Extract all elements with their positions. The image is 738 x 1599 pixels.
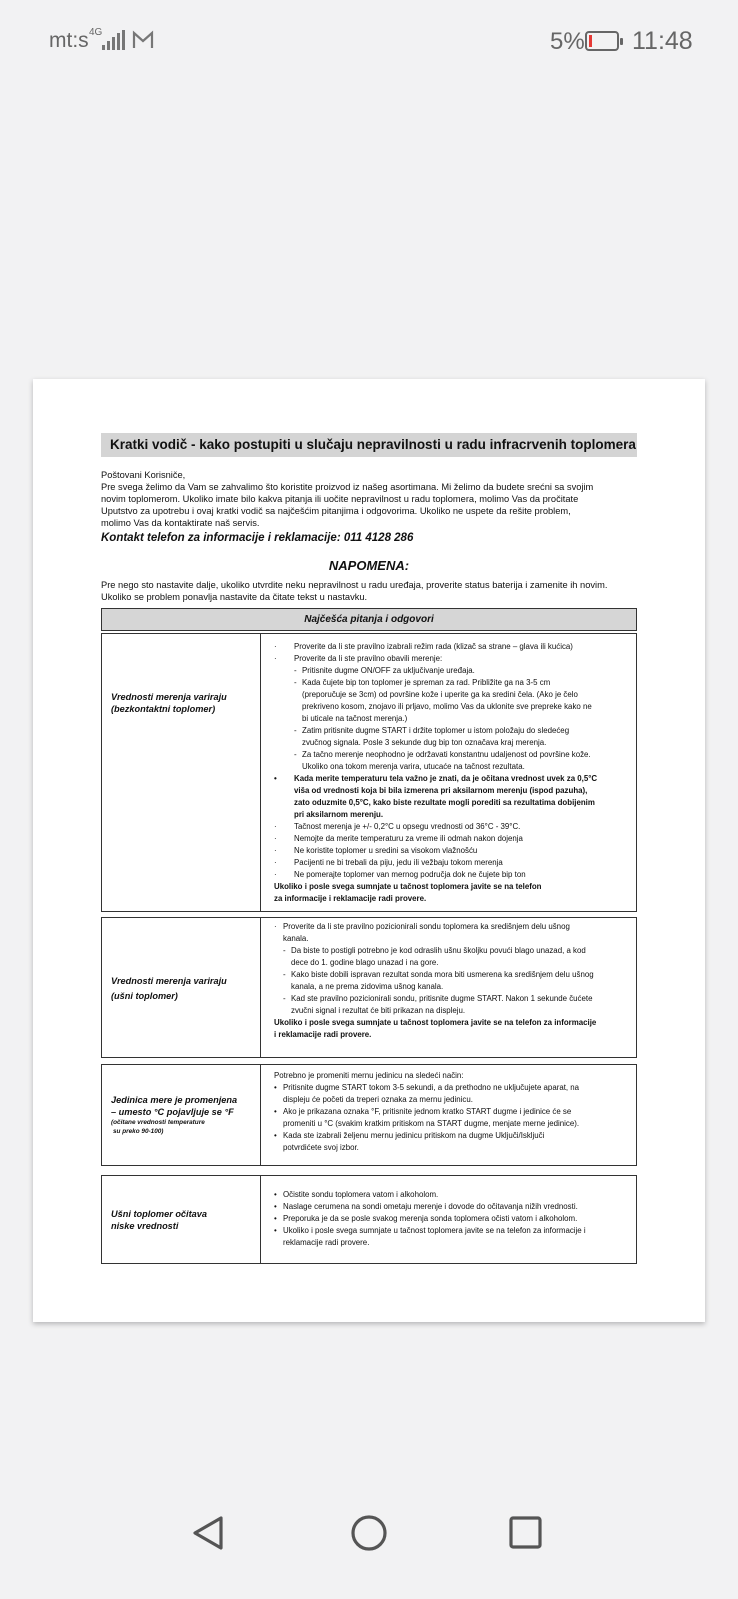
answer-text: Ukoliko ona tokom merenja varira, utucaće na tačnost rezultata. (302, 762, 525, 771)
answer-line (274, 957, 634, 969)
answer-text: prekriveno kosom, znojavo ili prljavo, molimo Vas da uklonite sve prepreke kako ne (302, 702, 592, 711)
answer-text: Za tačno merenje neophodno je održavati konstantnu udaljenost od površine kože. (302, 750, 591, 759)
faq-question (111, 691, 256, 715)
answer-text: Proverite da li ste pravilno pozicionirali sondu toplomera ka središnjem delu ušnog (283, 922, 570, 931)
answer-line (274, 1213, 634, 1225)
note-line: Pre nego sto nastavite dalje, ukoliko utvrdite neku nepravilnost u radu uređaja, proverite status baterija i zamenite ih novim. (101, 580, 608, 590)
bullet-marker: • (274, 1083, 277, 1092)
intro-line: Uputstvo za upotrebu i ovaj kratki vodič sa najčešćim pitanjima i odgovorima. Ukoliko ne uspete da rešite problem, (101, 506, 571, 516)
faq-question (111, 974, 256, 1004)
answer-line (274, 761, 634, 773)
bullet-marker: - (294, 726, 297, 735)
answer-line (274, 689, 634, 701)
faq-answer (274, 641, 634, 905)
answer-line (274, 1130, 634, 1142)
bullet-marker: - (283, 946, 286, 955)
answer-line (274, 1106, 634, 1118)
faq-header: Najčešća pitanja i odgovori (101, 608, 637, 631)
answer-text: zvučnog signala. Posle 3 sekunde dug bip ton označava kraj merenja. (302, 738, 547, 747)
answer-line (274, 833, 634, 845)
answer-text: Kada ste izabrali željenu mernu jedinicu pritiskom na dugme Uključi/Isključi (283, 1131, 545, 1140)
answer-line (274, 1029, 634, 1041)
recents-icon[interactable] (496, 1506, 556, 1566)
bullet-marker: · (274, 822, 277, 831)
faq-question (111, 1094, 256, 1136)
answer-text: Pacijenti ne bi trebali da piju, jedu ili vežbaju tokom merenja (294, 858, 503, 867)
answer-line (274, 653, 634, 665)
bullet-marker: • (274, 1131, 277, 1140)
home-icon[interactable] (339, 1506, 399, 1566)
bullet-marker: - (294, 750, 297, 759)
answer-text: Ukoliko i posle svega sumnjate u tačnost toplomera javite se na telefon za informacije (274, 1018, 597, 1027)
answer-text: Pritisnite dugme ON/OFF za uključivanje uređaja. (302, 666, 475, 675)
question-note: su preko 90-100) (113, 1128, 164, 1135)
answer-line (274, 1082, 634, 1094)
bullet-marker: • (274, 1202, 277, 1211)
answer-line (274, 713, 634, 725)
faq-row-low-values (101, 1175, 637, 1264)
bullet-marker: · (274, 870, 277, 879)
battery-icon (585, 31, 619, 51)
answer-line (274, 921, 634, 933)
question-line: niske vrednosti (111, 1221, 179, 1231)
answer-text: (preporučuje se 3cm) od površine kože i uperite ga ka sredini čela. (Ako je čelo (302, 690, 578, 699)
answer-line (274, 725, 634, 737)
answer-line (274, 981, 634, 993)
faq-answer (274, 1189, 634, 1249)
answer-line (274, 737, 634, 749)
answer-line (274, 845, 634, 857)
answer-text: Ne pomerajte toplomer van mernog područja dok ne čujete bip ton (294, 870, 526, 879)
answer-line (274, 1189, 634, 1201)
answer-line (274, 881, 634, 893)
bullet-marker: • (274, 774, 277, 783)
document-page[interactable] (33, 379, 705, 1322)
answer-line (274, 641, 634, 653)
answer-line (274, 1225, 634, 1237)
answer-line (274, 969, 634, 981)
carrier-name: mt:s (49, 29, 89, 52)
answer-line (274, 773, 634, 785)
answer-line (274, 1237, 634, 1249)
answer-text: Nemojte da merite temperaturu za vreme ili odmah nakon dojenja (294, 834, 523, 843)
intro-line: novim toplomerom. Ukoliko imate bilo kakva pitanja ili uočite nepravilnost u radu toplomera, molimo Vas da pročitate (101, 494, 579, 504)
answer-line (274, 677, 634, 689)
answer-text: potvrdićete svoj izbor. (283, 1143, 359, 1152)
answer-text: Da biste to postigli potrebno je kod odraslih ušnu školjku povući blago unazad, a kod (291, 946, 586, 955)
answer-text: za informacije i reklamacije radi provere. (274, 894, 427, 903)
question-line: Ušni toplomer očitava (111, 1209, 207, 1219)
answer-text: reklamacije radi provere. (283, 1238, 370, 1247)
bullet-marker: • (274, 1214, 277, 1223)
question-line: Jedinica mere je promenjena (111, 1095, 238, 1105)
bullet-marker: · (274, 654, 277, 663)
answer-text: Zatim pritisnite dugme START i držite toplomer u istom položaju do sledećeg (302, 726, 570, 735)
status-bar (0, 0, 738, 84)
answer-text: Potrebno je promeniti mernu jedinicu na sledeći način: (274, 1071, 464, 1080)
answer-text: Proverite da li ste pravilno obavili merenje: (294, 654, 443, 663)
answer-line (274, 993, 634, 1005)
answer-text: Ukoliko i posle svega sumnjate u tačnost toplomera javite se na telefon (274, 882, 542, 891)
faq-row-contactless (101, 633, 637, 912)
answer-line (274, 749, 634, 761)
answer-text: kanala. (283, 934, 309, 943)
bullet-marker: - (294, 678, 297, 687)
answer-line (274, 869, 634, 881)
bullet-marker: - (283, 994, 286, 1003)
faq-row-unit (101, 1064, 637, 1166)
answer-line (274, 821, 634, 833)
answer-line (274, 809, 634, 821)
bullet-marker: · (274, 922, 277, 931)
note-title: NAPOMENA: (328, 558, 410, 573)
answer-text: Kada čujete bip ton toplomer je spreman za rad. Približite ga na 3-5 cm (302, 678, 551, 687)
answer-text: Naslage cerumena na sondi ometaju merenje i dovode do očitavanja nižih vrednosti. (283, 1202, 578, 1211)
answer-line (274, 1017, 634, 1029)
answer-line (274, 1005, 634, 1017)
question-note: (očitane vrednosti temperature (111, 1119, 205, 1126)
answer-text: Pritisnite dugme START tokom 3-5 sekundi, a da prethodno ne uključujete aparat, na (283, 1083, 580, 1092)
intro-line: Pre svega želimo da Vam se zahvalimo što koristite proizvod iz našeg asortimana. Mi želimo da budete srećni sa svojim (101, 482, 594, 492)
note-line: Ukoliko se problem ponavlja nastavite da čitate tekst u nastavku. (101, 592, 368, 602)
back-icon[interactable] (181, 1506, 241, 1566)
answer-line (274, 665, 634, 677)
answer-line (274, 1201, 634, 1213)
bullet-marker: · (274, 846, 277, 855)
answer-line (274, 797, 634, 809)
answer-text: zato oduzmite 0,5°C, kako biste rezultate mogli porediti sa rezultatima dobijenim (294, 798, 595, 807)
answer-text: Ukoliko i posle svega sumnjate u tačnost toplomera javite se na telefon za informacije i (283, 1226, 586, 1235)
bullet-marker: · (274, 642, 277, 651)
answer-line (274, 1070, 634, 1082)
greeting: Poštovani Korisniče, (101, 470, 186, 480)
answer-text: Kad ste pravilno pozicionirali sondu, pritisnite dugme START. Nakon 1 sekunde čućete (291, 994, 593, 1003)
answer-line (274, 933, 634, 945)
answer-text: displeju će početi da treperi oznaka za mernu jedinicu. (283, 1095, 473, 1104)
question-line: Vrednosti merenja variraju (111, 976, 227, 986)
question-line: (ušni toplomer) (111, 991, 178, 1001)
answer-line (274, 945, 634, 957)
intro-paragraph (101, 481, 593, 529)
answer-line (274, 785, 634, 797)
faq-answer (274, 921, 634, 1041)
battery-level (589, 35, 592, 47)
note-text (101, 579, 607, 603)
faq-answer (274, 1070, 634, 1154)
mail-icon (131, 30, 155, 50)
answer-line (274, 857, 634, 869)
answer-text: viša od vrednosti koja bi bila izmerena pri aksilarnom merenju (ispod pazuha), (294, 786, 588, 795)
answer-text: Očistite sondu toplomera vatom i alkoholom. (283, 1190, 439, 1199)
faq-row-ear (101, 917, 637, 1058)
answer-text: bi uticale na tačnost merenja.) (302, 714, 408, 723)
answer-line (274, 1118, 634, 1130)
answer-text: Kako biste dobili ispravan rezultat sonda mora biti usmerena ka središnjem delu ušnog (291, 970, 594, 979)
question-line: – umesto °C pojavljuje se °F (111, 1107, 234, 1117)
answer-text: i reklamacije radi provere. (274, 1030, 372, 1039)
answer-text: kanala, a ne prema zidovima ušnog kanala. (291, 982, 444, 991)
answer-text: Tačnost merenja je +/- 0,2°C u opsegu vrednosti od 36°C - 39°C. (294, 822, 521, 831)
answer-text: Ako je prikazana oznaka °F, pritisnite jednom kratko START dugme i jedinice će se (283, 1107, 572, 1116)
answer-text: Kada merite temperaturu tela važno je znati, da je očitana vrednost uvek za 0,5°C (294, 774, 598, 783)
bullet-marker: · (274, 834, 277, 843)
signal-icon (102, 30, 126, 50)
answer-text: Proverite da li ste pravilno izabrali režim rada (klizač sa strane – glava ili kućica) (294, 642, 573, 651)
bullet-marker: - (294, 666, 297, 675)
bullet-marker: • (274, 1190, 277, 1199)
clock: 11:48 (632, 27, 693, 55)
answer-text: pri aksilarnom merenju. (294, 810, 384, 819)
answer-line (274, 1094, 634, 1106)
answer-line (274, 1142, 634, 1154)
answer-line (274, 701, 634, 713)
answer-line (274, 893, 634, 905)
bullet-marker: • (274, 1226, 277, 1235)
question-line: (bezkontaktni toplomer) (111, 704, 216, 714)
answer-text: Ne koristite toplomer u sredini sa visokom vlažnošću (294, 846, 478, 855)
network-type: 4G (89, 27, 103, 38)
faq-question (111, 1208, 256, 1232)
navigation-bar (0, 1506, 738, 1599)
contact-phone: Kontakt telefon za informacije i reklamacije: 011 4128 286 (101, 532, 414, 544)
bullet-marker: · (274, 858, 277, 867)
bullet-marker: - (283, 970, 286, 979)
answer-text: zvučni signal i rezultat će biti prikazan na displeju. (291, 1006, 466, 1015)
question-line: Vrednosti merenja variraju (111, 692, 227, 702)
document-title: Kratki vodič - kako postupiti u slučaju nepravilnosti u radu infracrvenih toplomera (101, 433, 637, 457)
answer-text: dece do 1. godine blago unazad i na gore. (291, 958, 439, 967)
answer-text: promeniti u °C (svakim kratkim pritiskom na START dugme, menjate merne jedinice). (283, 1119, 580, 1128)
bullet-marker: • (274, 1107, 277, 1116)
battery-percent: 5% (550, 28, 585, 55)
intro-line: molimo Vas da kontaktirate naš servis. (101, 518, 260, 528)
answer-text: Preporuka je da se posle svakog merenja sonda toplomera očisti vatom i alkoholom. (283, 1214, 578, 1223)
